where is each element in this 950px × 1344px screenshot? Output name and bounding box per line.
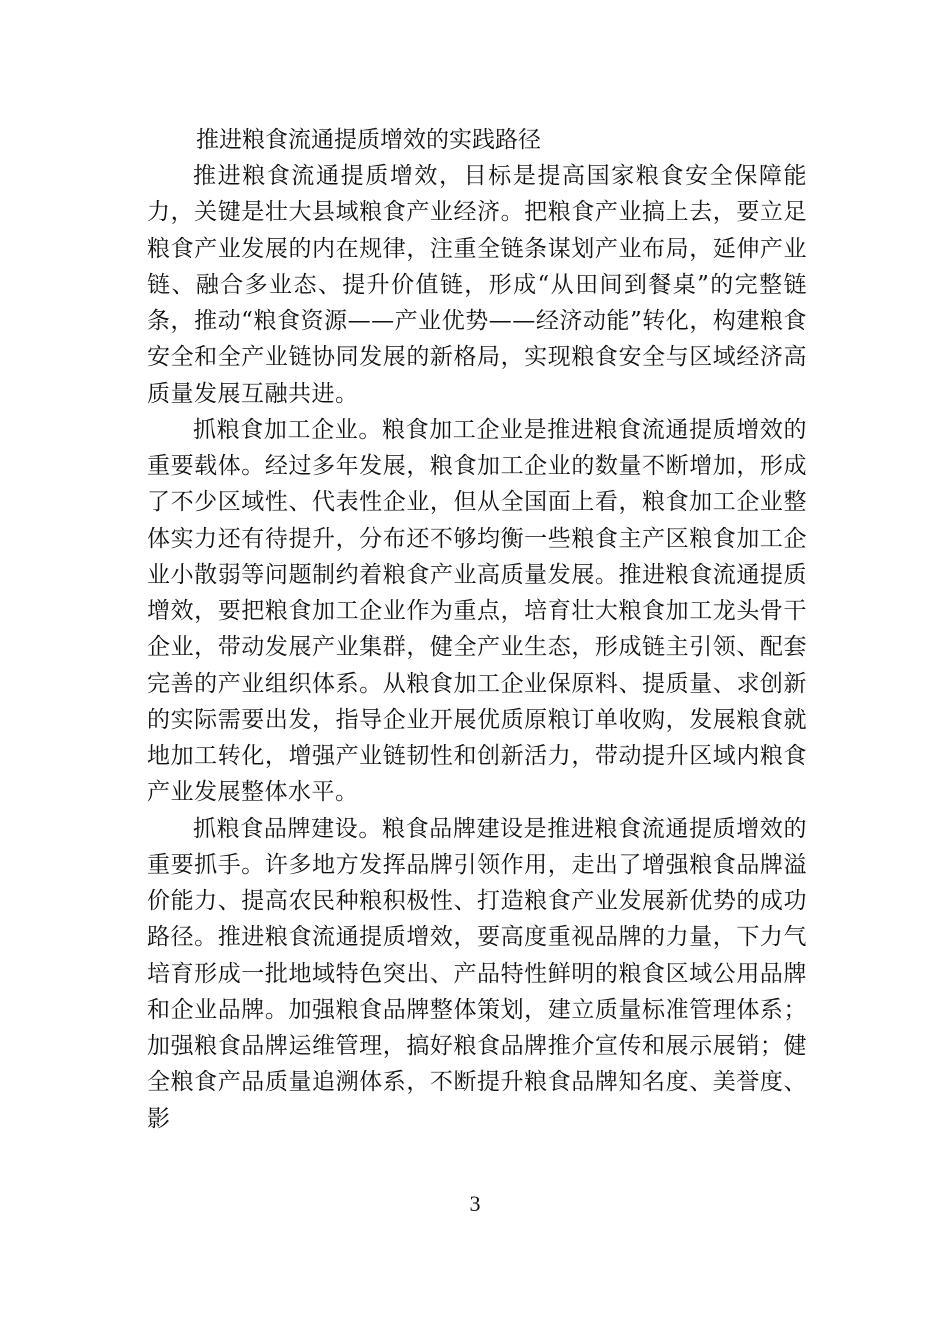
- paragraph-processing-enterprises: 抓粮食加工企业。粮食加工企业是推进粮食流通提质增效的重要载体。经过多年发展，粮食加工企业的数量不断增加，形成了不少区域性、代表性企业，但从全国面上看，粮食加工企业整体实力还有待提升，分布还不够均衡一些粮食主产区粮食加工企业小散弱等问题制约着粮食产业高质量发展。推进粮食流通提质增效，要把粮食加工企业作为重点，培育壮大粮食加工龙头骨干企业，带动发展产业集群，健全产业生态，形成链主引领、配套完善的产业组织体系。从粮食加工企业保原料、提质量、求创新的实际需要出发，指导企业开展优质原粮订单收购，发展粮食就地加工转化，增强产业链韧性和创新活力，带动提升区域内粮食产业发展整体水平。: [147, 416, 807, 806]
- body-text: [147, 158, 807, 1137]
- paragraph-brand-building: 抓粮食品牌建设。粮食品牌建设是推进粮食流通提质增效的重要抓手。许多地方发挥品牌引领作用，走出了增强粮食品牌溢价能力、提高农民种粮积极性、打造粮食产业发展新优势的成功路径。推进粮食流通提质增效，要高度重视品牌的力量，下力气培育形成一批地域特色突出、产品特性鲜明的粮食区域公用品牌和企业品牌。加强粮食品牌整体策划，建立质量标准管理体系；加强粮食品牌运维管理，搞好粮食品牌推介宣传和展示展销；健全粮食产品质量追溯体系，不断提升粮食品牌知名度、美誉度、影: [147, 815, 807, 1132]
- paragraph-intro: 推进粮食流通提质增效，目标是提高国家粮食安全保障能力，关键是壮大县域粮食产业经济。把粮食产业搞上去，要立足粮食产业发展的内在规律，注重全链条谋划产业布局，延伸产业链、融合多业态、提升价值链，形成“从田间到餐桌”的完整链条，推动“粮食资源——产业优势——经济动能”转化，构建粮食安全和全产业链协同发展的新格局，实现粮食安全与区域经济高质量发展互融共进。: [147, 163, 807, 407]
- section-heading: 推进粮食流通提质增效的实践路径: [196, 127, 541, 153]
- page-number: 3: [469, 1191, 481, 1216]
